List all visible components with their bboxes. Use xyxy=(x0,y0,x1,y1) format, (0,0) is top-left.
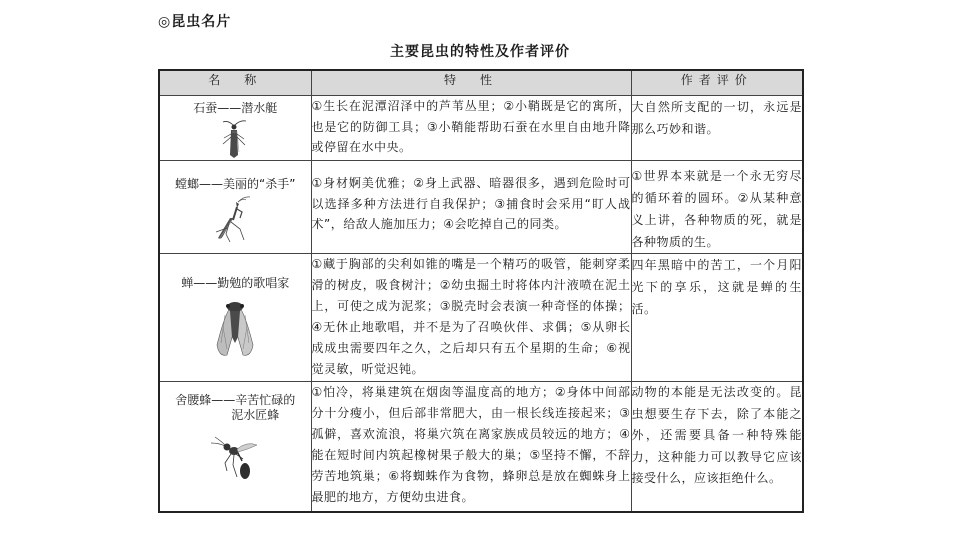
table-row xyxy=(159,254,803,382)
header-name: 名 称 xyxy=(159,70,311,96)
table-row xyxy=(159,96,803,161)
traits-cell: ①怕冷，将巢建筑在烟囱等温度高的地方；②身体中间部分十分瘦小，但后部非常肥大，由一根长线连接起来；③孤僻，喜欢流浪，将巢穴筑在离家族成员较远的地方；④能在短时间内筑起橡树果子般大的巢；⑤坚持不懈，不辞劳苦地筑巢；⑥将蜘蛛作为食物，蜂卵总是放在蜘蛛身上最肥的地方，方便幼虫进食。 xyxy=(311,382,631,512)
insect-name: 石蚕——潜水艇 xyxy=(193,101,278,115)
mud-dauber-wasp-illustration xyxy=(160,431,311,487)
table-row xyxy=(159,161,803,254)
caddisfly-illustration xyxy=(160,120,311,160)
traits-cell: ①藏于胸部的尖利如锥的嘴是一个精巧的吸管，能刺穿柔滑的树皮，吸食树汁；②幼虫掘土时将体内汁液喷在泥土上，可使之成为泥浆；③脱壳时会表演一种奇怪的体操；④无休止地歌唱，并不是为了召唤伙伴、求偶；⑤从卵长成成虫需要四年之久，之后却只有五个星期的生命；⑥视觉灵敏，听觉迟钝。 xyxy=(311,254,631,382)
mantis-illustration xyxy=(160,196,311,244)
evaluation-cell: ①世界本来就是一个永无穷尽的循环着的圆环。②从某种意义上讲，各种物质的死，就是各种物质的生。 xyxy=(631,161,803,254)
insect-name: 舍腰蜂——辛苦忙碌的 xyxy=(175,393,296,407)
insect-table xyxy=(158,69,804,513)
name-cell xyxy=(159,254,311,382)
traits-cell: ①生长在泥潭沼泽中的芦苇丛里；②小鞘既是它的寓所，也是它的防御工具；③小鞘能帮助石蚕在水里自由地升降或停留在水中央。 xyxy=(311,96,631,161)
table-title: 主要昆虫的特性及作者评价 xyxy=(390,44,570,60)
header-traits: 特 性 xyxy=(311,70,631,96)
table-row xyxy=(159,382,803,512)
insect-name: 螳螂——美丽的“杀手” xyxy=(175,177,296,191)
name-cell xyxy=(159,382,311,512)
insect-name: 蝉——勤勉的歌唱家 xyxy=(181,276,290,290)
evaluation-cell: 大自然所支配的一切，永远是那么巧妙和谐。 xyxy=(631,96,803,161)
section-label: ◎昆虫名片 xyxy=(158,14,232,30)
name-cell xyxy=(159,161,311,254)
evaluation-cell: 四年黑暗中的苦工，一个月阳光下的享乐，这就是蝉的生活。 xyxy=(631,254,803,382)
table-header-row xyxy=(159,70,803,96)
cicada-illustration xyxy=(160,297,311,361)
insect-name-line2: 泥水匠蜂 xyxy=(231,408,280,422)
traits-cell: ①身材婀美优雅；②身上武器、暗器很多，遇到危险时可以选择多种方法进行自我保护；③捕食时会采用“盯人战术”，给敌人施加压力；④会吃掉自己的同类。 xyxy=(311,161,631,254)
evaluation-cell: 动物的本能是无法改变的。昆虫想要生存下去，除了本能之外，还需要具备一种特殊能力，这种能力可以教导它应该接受什么，应该拒绝什么。 xyxy=(631,382,803,512)
name-cell xyxy=(159,96,311,161)
header-evaluation: 作者评价 xyxy=(631,70,803,96)
